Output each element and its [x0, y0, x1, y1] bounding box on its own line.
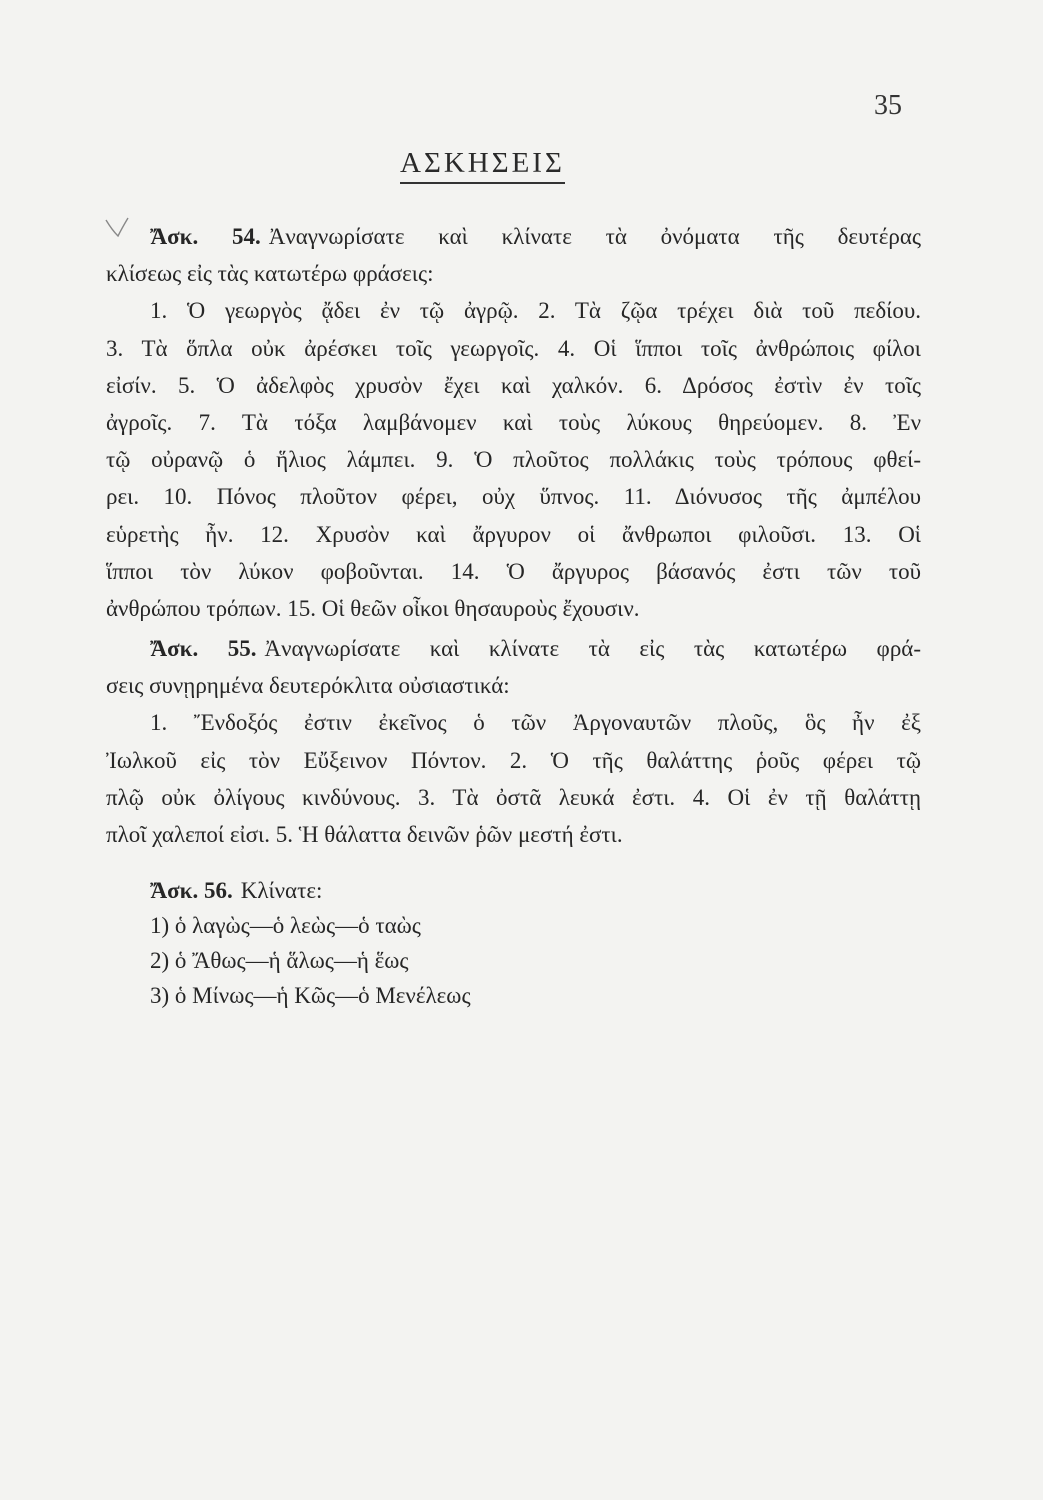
exercise-54-line: τῷ οὐρανῷ ὁ ἥλιος λάμπει. 9. Ὁ πλοῦτος πολλάκις τοὺς τρόπους φθεί- — [106, 447, 921, 473]
exercise-54-label: Ἄσκ. 54. — [150, 224, 261, 249]
declension-item: 2) ὁ Ἄθως—ἡ ἅλως—ἡ ἕως — [150, 948, 409, 973]
exercise-54-line: ἵπποι τὸν λύκον φοβοῦνται. 14. Ὁ ἄργυρος βάσανός ἐστι τῶν τοῦ — [106, 558, 921, 584]
exercise-54-line: ἀγροῖς. 7. Τὰ τόξα λαμβάνομεν καὶ τοὺς λύκους θηρεύομεν. 8. Ἐν — [106, 409, 921, 435]
exercise-55-line: πλοῖ χαλεποί εἰσι. 5. Ἡ θάλαττα δεινῶν ῥῶν μεστή ἐστι. — [106, 821, 623, 847]
exercise-56-label: Ἄσκ. 56. — [150, 878, 233, 903]
exercise-54-line-1 — [106, 218, 921, 255]
exercise-56-line-1 — [106, 873, 921, 908]
exercise-55 — [106, 630, 921, 853]
page-number: 35 — [874, 90, 902, 121]
exercise-55-line: 1. Ἔνδοξός ἐστιν ἐκεῖνος ὁ τῶν Ἀργοναυτῶν πλοῦς, ὃς ἦν ἐξ — [150, 710, 921, 736]
exercise-55-label: Ἄσκ. 55. — [150, 636, 257, 661]
exercise-54-line: εἰσίν. 5. Ὁ ἀδελφὸς χρυσὸν ἔχει καὶ χαλκόν. 6. Δρόσος ἐστὶν ἐν τοῖς — [106, 372, 921, 398]
exercise-55-line: σεις συνῃρημένα δευτερόκλιτα οὐσιαστικά: — [106, 673, 510, 699]
exercise-54-line: ἀνθρώπου τρόπων. 15. Οἱ θεῶν οἶκοι θησαυροὺς ἔχουσιν. — [106, 595, 640, 621]
exercise-54-line: κλίσεως εἰς τὰς κατωτέρω φράσεις: — [106, 261, 434, 287]
exercise-56 — [106, 873, 921, 1013]
exercise-54-line: 3. Τὰ ὅπλα οὐκ ἀρέσκει τοῖς γεωργοῖς. 4. Οἱ ἵπποι τοῖς ἀνθρώποις φίλοι — [106, 335, 921, 361]
declension-item: 3) ὁ Μίνως—ἡ Κῶς—ὁ Μενέλεως — [150, 983, 471, 1008]
declension-item: 1) ὁ λαγὼς—ὁ λεὼς—ὁ ταὼς — [150, 913, 421, 938]
exercise-54-instruction: Ἀναγνωρίσατε καὶ κλίνατε τὰ ὀνόματα τῆς δευτέρας — [268, 224, 921, 249]
section-heading: ΑΣΚΗΣΕΙΣ — [400, 148, 565, 184]
exercise-54-line: εὑρετὴς ἦν. 12. Χρυσὸν καὶ ἄργυρον οἱ ἄνθρωποι φιλοῦσι. 13. Οἱ — [106, 521, 921, 547]
exercise-56-instruction: Κλίνατε: — [240, 878, 323, 903]
exercise-54-line: 1. Ὁ γεωργὸς ᾄδει ἐν τῷ ἀγρῷ. 2. Τὰ ζῷα τρέχει διὰ τοῦ πεδίου. — [150, 298, 921, 324]
exercise-54 — [106, 218, 921, 627]
exercise-55-instruction: Ἀναγνωρίσατε καὶ κλίνατε τὰ εἰς τὰς κατωτέρω φρά- — [264, 636, 921, 661]
exercise-54-line: ρει. 10. Πόνος πλοῦτον φέρει, οὐχ ὕπνος. 11. Διόνυσος τῆς ἀμπέλου — [106, 484, 921, 510]
exercise-55-line: πλῷ οὐκ ὀλίγους κινδύνους. 3. Τὰ ὀστᾶ λευκά ἐστι. 4. Οἱ ἐν τῇ θαλάττῃ — [106, 784, 921, 810]
exercise-55-line-1 — [106, 630, 921, 667]
exercise-55-line: Ἰωλκοῦ εἰς τὸν Εὔξεινον Πόντον. 2. Ὁ τῆς θαλάττης ῥοῦς φέρει τῷ — [106, 747, 921, 773]
